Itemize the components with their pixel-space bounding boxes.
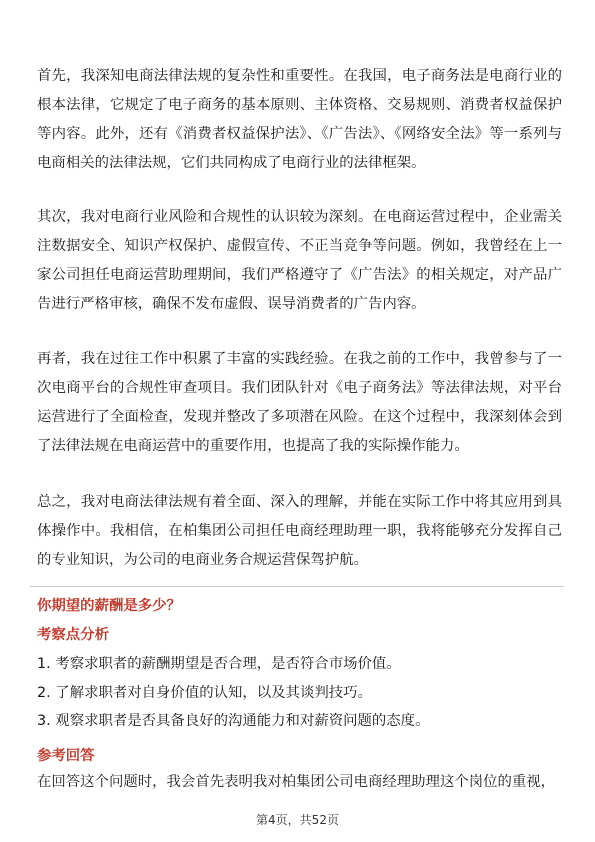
body-paragraph: 总之，我对电商法律法规有着全面、深入的理解，并能在实际工作中将其应用到具体操作中。我相信，在柏集团公司担任电商经理助理一职，我将能够充分发挥自己的专业知识，为公司的电商业务合规运营保驾护航。 [37, 494, 562, 568]
page-number: 第4页，共52页 [256, 813, 339, 827]
section-divider [30, 586, 564, 587]
list-item: 1. 考察求职者的薪酬期望是否合理，是否符合市场价值。 [37, 656, 401, 672]
body-paragraph: 再者，我在过往工作中积累了丰富的实践经验。在我之前的工作中，我曾参与了一次电商平台的合规性审查项目。我们团队针对《电子商务法》等法律法规，对平台运营进行了全面检查，发现并整改了多项潜在风险。在这个过程中，我深刻体会到了法律法规在电商运营中的重要作用，也提高了我的实际操作能力。 [37, 351, 562, 454]
analysis-list [37, 650, 562, 736]
analysis-heading: 考察点分析 [37, 627, 109, 643]
reference-answer-heading: 参考回答 [37, 748, 95, 764]
list-item: 2. 了解求职者对自身价值的认知，以及其谈判技巧。 [37, 684, 372, 701]
list-item: 3. 观察求职者是否具备良好的沟通能力和对薪资问题的态度。 [37, 713, 430, 729]
interview-question: 你期望的薪酬是多少？ [37, 598, 181, 614]
body-paragraph: 首先，我深知电商法律法规的复杂性和重要性。在我国，电子商务法是电商行业的根本法律，它规定了电子商务的基本原则、主体资格、交易规则、消费者权益保护等内容。此外，还有《消费者权益保护法》、《广告法》、《网络安全法》等一系列与电商相关的法律法规，它们共同构成了电商行业的法律框架。 [37, 68, 562, 171]
reference-answer-text: 在回答这个问题时，我会首先表明我对柏集团公司电商经理助理这个岗位的重视， [37, 774, 556, 790]
body-paragraph: 其次，我对电商行业风险和合规性的认识较为深刻。在电商运营过程中，企业需关注数据安全、知识产权保护、虚假宣传、不正当竞争等问题。例如，我曾经在上一家公司担任电商运营助理期间，我们严格遵守了《广告法》的相关规定，对产品广告进行严格审核，确保不发布虚假、误导消费者的广告内容。 [37, 209, 562, 312]
